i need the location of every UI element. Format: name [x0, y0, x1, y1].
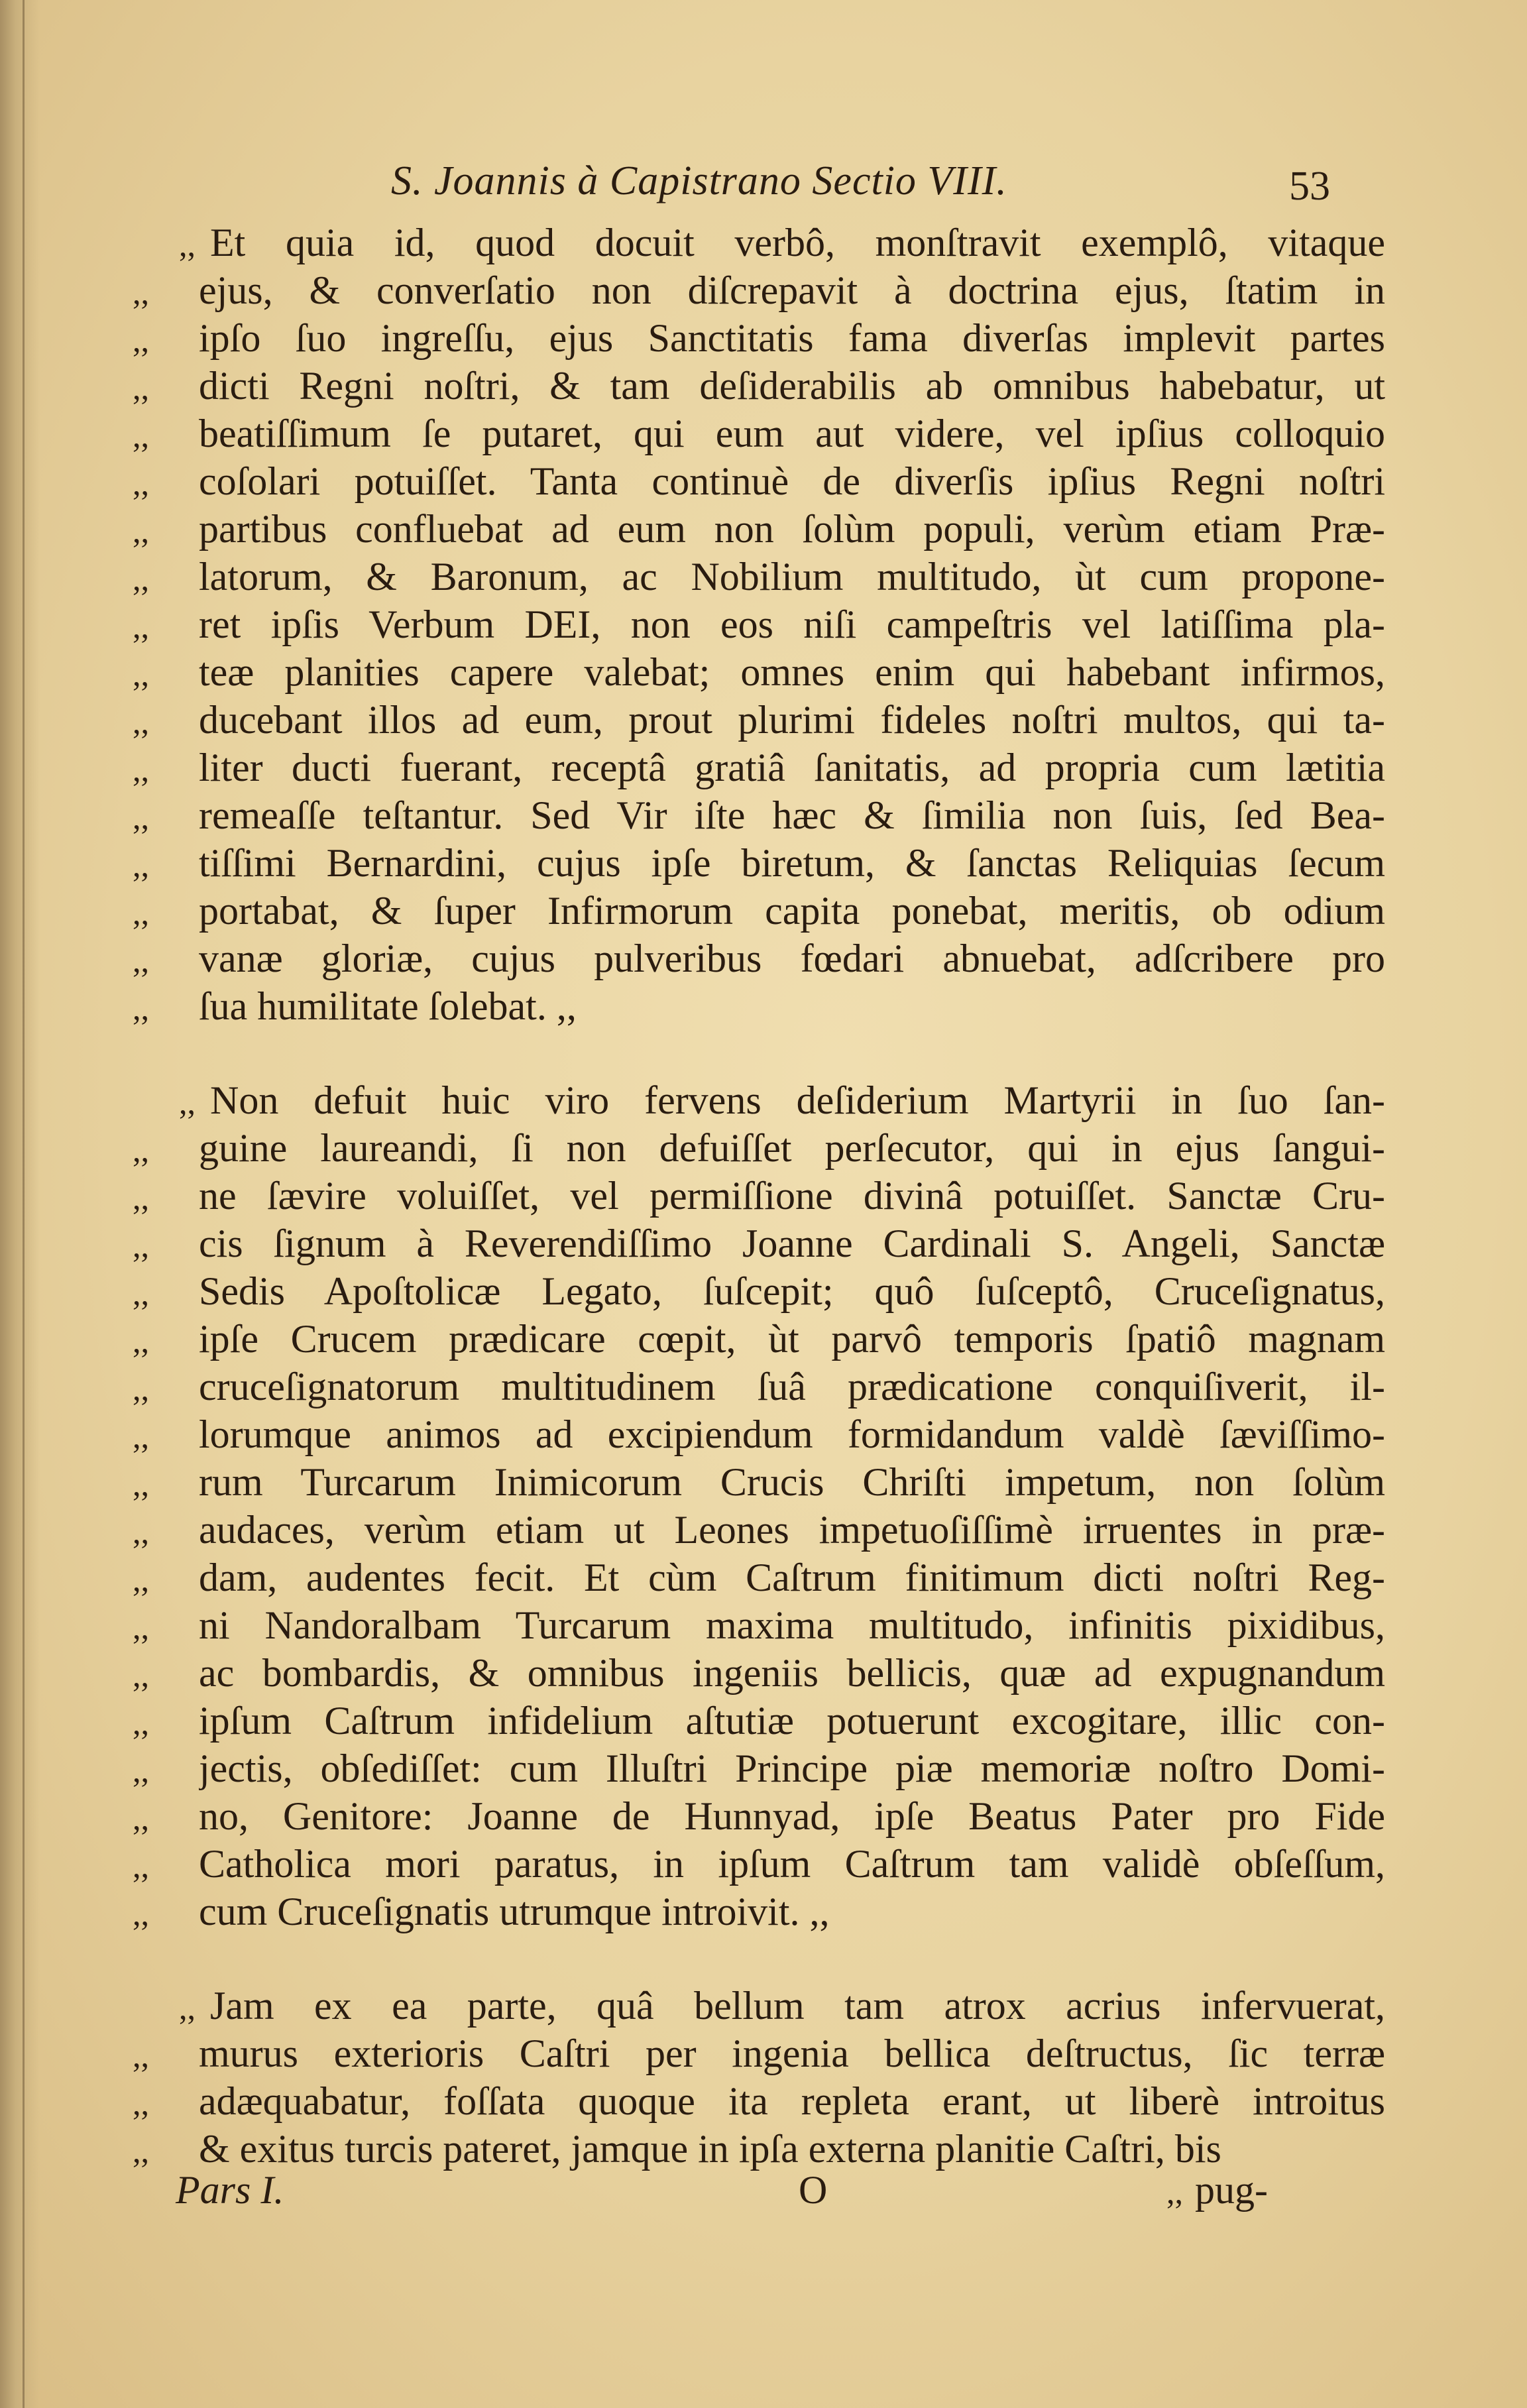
text-line: [133, 791, 1385, 839]
line-text: cis ſignum à Reverendiſſimo Joanne Cardinali S. Angeli, Sanctæ: [199, 1222, 1385, 1265]
part-label: Pars I.: [176, 2168, 284, 2212]
text-line: [133, 1315, 1385, 1363]
line-text: beatiſſimum ſe putaret, qui eum aut videre, vel ipſius colloquio: [199, 412, 1385, 455]
page-footer: [0, 2167, 1527, 2227]
quote-mark: ,,: [133, 274, 149, 311]
text-line: [133, 2077, 1385, 2125]
text-line: [133, 1076, 1385, 1124]
text-line: [133, 266, 1385, 314]
line-text: ret ipſis Verbum DEI, non eos niſi campeſtris vel latiſſima pla-: [199, 602, 1385, 646]
line-text: remeaſſe teſtantur. Sed Vir iſte hæc & ſimilia non ſuis, ſed Bea-: [199, 793, 1385, 837]
quote-mark: ,,: [179, 226, 196, 263]
text-line: [133, 839, 1385, 887]
line-text: audaces, verùm etiam ut Leones impetuoſiſſimè irruentes in præ-: [199, 1508, 1385, 1552]
line-text: adæquabatur, foſſata quoque ita repleta erant, ut liberè introitus: [199, 2079, 1385, 2123]
quote-mark: ,,: [133, 1513, 149, 1550]
line-text: ipſo ſuo ingreſſu, ejus Sanctitatis fama diverſas implevit partes: [199, 316, 1385, 360]
line-text: guine laureandi, ſi non defuiſſet perſecutor, qui in ejus ſangui-: [199, 1126, 1385, 1170]
quote-mark: ,,: [133, 1609, 149, 1646]
page-gutter-shadow: [0, 0, 40, 2408]
catchword-text: pug-: [1195, 2168, 1268, 2212]
first-line: [133, 1982, 1385, 2032]
quote-mark: ,,: [133, 1561, 149, 1598]
paragraph-gap: [133, 1030, 1385, 1076]
line-text: murus exterioris Caſtri per ingenia bellica deſtructus, ſic terræ: [199, 2032, 1385, 2075]
text-line: [133, 219, 1385, 266]
line-text: coſolari potuiſſet. Tanta continuè de diverſis ipſius Regni noſtri: [199, 459, 1385, 503]
line-text: ac bombardis, & omnibus ingeniis bellicis, quæ ad expugnandum: [199, 1651, 1385, 1695]
text-line: [133, 1888, 1385, 1935]
quote-mark: ,,: [133, 1752, 149, 1789]
first-line: [133, 219, 1385, 268]
quote-mark: ,,: [133, 560, 149, 597]
quote-mark: ,,: [133, 1418, 149, 1455]
line-text: partibus confluebat ad eum non ſolùm populi, verùm etiam Præ-: [199, 507, 1385, 551]
quote-mark: ,,: [133, 1131, 149, 1169]
quote-mark: ,,: [133, 1656, 149, 1693]
text-line: [133, 2125, 1385, 2173]
text-line: [133, 1363, 1385, 1410]
text-line: [133, 553, 1385, 601]
quote-mark: ,,: [133, 512, 149, 549]
text-line: [133, 601, 1385, 648]
text-line: [133, 935, 1385, 982]
page-number: 53: [1289, 164, 1330, 209]
quote-mark: ,,: [1166, 2173, 1183, 2210]
running-head: [0, 158, 1527, 211]
line-text: rum Turcarum Inimicorum Crucis Chriſti impetum, non ſolùm: [199, 1460, 1385, 1504]
line-text: Et quia id, quod docuit verbô, monſtravit exemplô, vitaque: [210, 221, 1385, 264]
quote-mark: ,,: [133, 1227, 149, 1264]
quote-mark: ,,: [133, 656, 149, 693]
text-line: [133, 1124, 1385, 1172]
text-line: [133, 648, 1385, 696]
quote-mark: ,,: [133, 321, 149, 359]
quote-mark: ,,: [133, 751, 149, 788]
quote-mark: ,,: [133, 1800, 149, 1837]
quote-mark: ,,: [133, 1322, 149, 1359]
line-text: lorumque animos ad excipiendum formidandum valdè ſæviſſimo-: [199, 1412, 1385, 1456]
catchword: [1166, 2167, 1268, 2213]
line-text: ne ſævire voluiſſet, vel permiſſione divinâ potuiſſet. Sanctæ Cru-: [199, 1174, 1385, 1218]
text-line: [133, 1220, 1385, 1267]
line-text: ſua humilitate ſolebat. ,,: [199, 984, 577, 1028]
line-text: Catholica mori paratus, in ipſum Caſtrum tam validè obſeſſum,: [199, 1842, 1385, 1886]
line-text: cruceſignatorum multitudinem ſuâ prædicatione conquiſiverit, il-: [199, 1365, 1385, 1408]
line-text: jectis, obſediſſet: cum Illuſtri Principe piæ memoriæ noſtro Domi-: [199, 1747, 1385, 1790]
line-text: Sedis Apoſtolicæ Legato, ſuſcepit; quô ſuſceptô, Cruceſignatus,: [199, 1269, 1385, 1313]
line-text: ejus, & converſatio non diſcrepavit à doctrina ejus, ſtatim in: [199, 268, 1385, 312]
quote-mark: ,,: [133, 608, 149, 645]
text-line: [133, 1267, 1385, 1315]
line-text: vanæ gloriæ, cujus pulveribus fœdari abnuebat, adſcribere pro: [199, 937, 1385, 980]
line-text: ipſe Crucem prædicare cœpit, ùt parvô temporis ſpatiô magnam: [199, 1317, 1385, 1361]
quote-mark: ,,: [133, 1275, 149, 1312]
line-text: dam, audentes fecit. Et cùm Caſtrum finitimum dicti noſtri Reg-: [199, 1556, 1385, 1599]
quote-mark: ,,: [133, 2132, 149, 2169]
quote-mark: ,,: [133, 465, 149, 502]
text-line: [133, 1792, 1385, 1840]
quote-mark: ,,: [133, 417, 149, 454]
text-line: [133, 1410, 1385, 1458]
body-text: [133, 219, 1385, 2173]
binding-edge: [23, 0, 25, 2408]
quote-mark: ,,: [133, 2085, 149, 2122]
quote-mark: ,,: [133, 894, 149, 931]
quote-mark: ,,: [133, 703, 149, 740]
line-text: liter ducti fuerant, receptâ gratiâ ſanitatis, ad propria cum lætitia: [199, 746, 1385, 789]
quote-mark: ,,: [133, 1179, 149, 1216]
text-line: [133, 1554, 1385, 1601]
line-text: cum Cruceſignatis utrumque introivit. ,,: [199, 1890, 830, 1933]
line-text: tiſſimi Bernardini, cujus ipſe biretum, & ſanctas Reliquias ſecum: [199, 841, 1385, 885]
line-text: no, Genitore: Joanne de Hunnyad, ipſe Beatus Pater pro Fide: [199, 1794, 1385, 1838]
text-line: [133, 887, 1385, 935]
running-head-title: S. Joannis à Capistrano Sectio VIII.: [391, 158, 1007, 203]
text-line: [133, 410, 1385, 457]
line-text: latorum, & Baronum, ac Nobilium multitudo, ùt cum propone-: [199, 555, 1385, 599]
quote-mark: ,,: [179, 1084, 196, 1121]
text-line: [133, 1649, 1385, 1697]
text-line: [133, 1601, 1385, 1649]
line-text: & exitus turcis pateret, jamque in ipſa externa planitie Caſtri, bis: [199, 2127, 1221, 2171]
quote-mark: ,,: [133, 2037, 149, 2074]
text-line: [133, 1982, 1385, 2030]
text-line: [133, 696, 1385, 744]
line-text: portabat, & ſuper Infirmorum capita ponebat, meritis, ob odium: [199, 889, 1385, 933]
text-line: [133, 744, 1385, 791]
text-line: [133, 457, 1385, 505]
text-line: [133, 362, 1385, 410]
text-line: [133, 1840, 1385, 1888]
first-line: [133, 1076, 1385, 1126]
quote-mark: ,,: [133, 846, 149, 884]
quote-mark: ,,: [133, 1370, 149, 1407]
quote-mark: ,,: [133, 369, 149, 406]
line-text: ducebant illos ad eum, prout plurimi fideles noſtri multos, qui ta-: [199, 698, 1385, 742]
line-text: Jam ex ea parte, quâ bellum tam atrox acrius infervuerat,: [210, 1984, 1385, 2028]
text-line: [133, 1172, 1385, 1220]
line-text: teæ planities capere valebat; omnes enim qui habebant infirmos,: [199, 650, 1385, 694]
text-line: [133, 2030, 1385, 2077]
text-line: [133, 505, 1385, 553]
line-text: dicti Regni noſtri, & tam deſiderabilis ab omnibus habebatur, ut: [199, 364, 1385, 408]
quote-mark: ,,: [133, 1465, 149, 1503]
text-line: [133, 1458, 1385, 1506]
line-text: ipſum Caſtrum infidelium aſtutiæ potuerunt excogitare, illic con-: [199, 1699, 1385, 1743]
quote-mark: ,,: [133, 1704, 149, 1741]
text-line: [133, 1697, 1385, 1745]
quote-mark: ,,: [133, 1847, 149, 1884]
quote-mark: ,,: [133, 942, 149, 979]
text-line: [133, 1745, 1385, 1792]
text-line: [133, 1506, 1385, 1554]
text-line: [133, 314, 1385, 362]
line-text: ni Nandoralbam Turcarum maxima multitudo, infinitis pixidibus,: [199, 1603, 1385, 1647]
quote-mark: ,,: [133, 1895, 149, 1932]
quote-mark: ,,: [133, 990, 149, 1027]
quote-mark: ,,: [179, 1989, 196, 2026]
line-text: Non defuit huic viro fervens deſiderium Martyrii in ſuo ſan-: [210, 1078, 1385, 1122]
paragraph-gap: [133, 1935, 1385, 1982]
text-line: [133, 982, 1385, 1030]
signature-mark: O: [799, 2168, 828, 2212]
quote-mark: ,,: [133, 799, 149, 836]
